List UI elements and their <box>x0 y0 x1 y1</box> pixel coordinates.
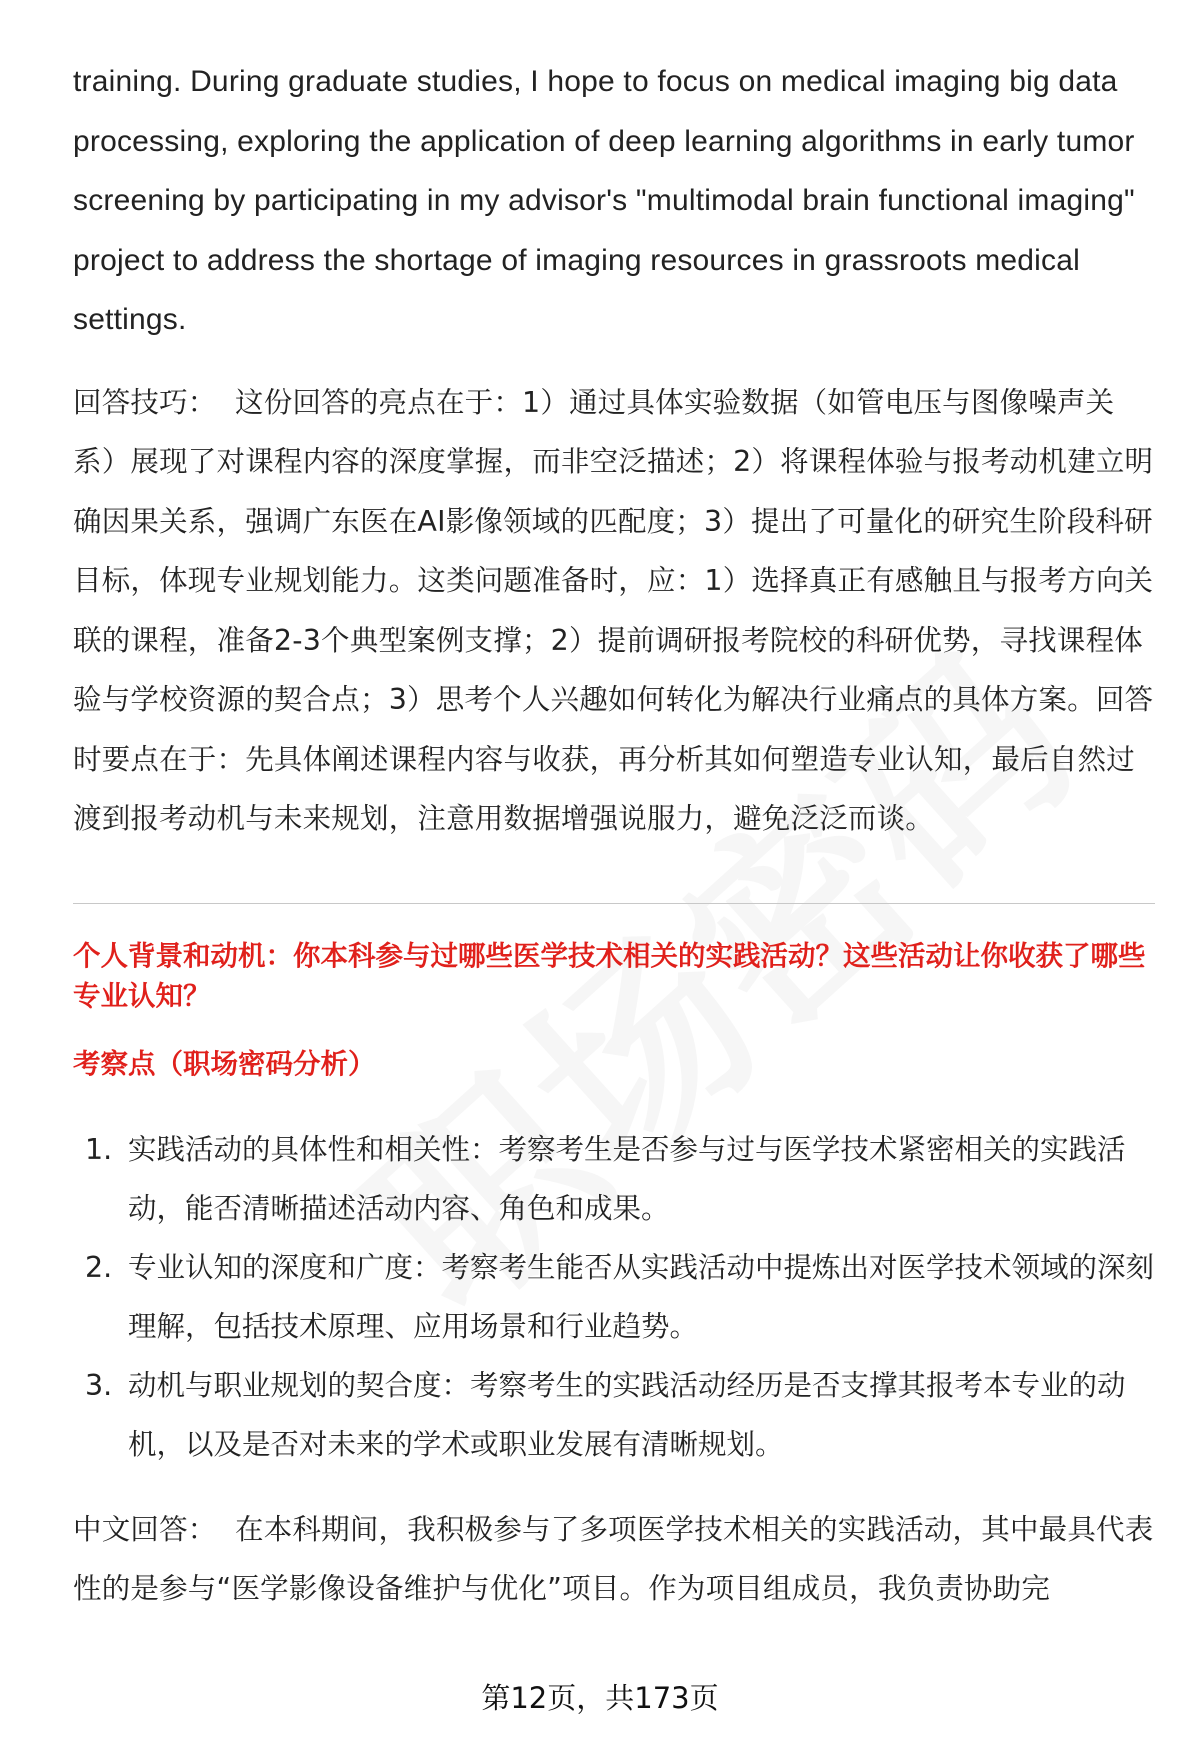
list-item-text: 实践活动的具体性和相关性：考察考生是否参与过与医学技术紧密相关的实践活动，能否清晰描述活动内容、角色和成果。 <box>128 1132 1126 1225</box>
analysis-title: 考察点（职场密码分析） <box>73 1047 376 1080</box>
list-item-text: 专业认知的深度和广度：考察考生能否从实践活动中提炼出对医学技术领域的深刻理解，包括技术原理、应用场景和行业趋势。 <box>128 1250 1155 1343</box>
answer-label: 中文回答： <box>73 1512 217 1546</box>
list-item <box>73 1356 1155 1474</box>
answer-paragraph <box>73 1500 1155 1619</box>
question-title: 个人背景和动机：你本科参与过哪些医学技术相关的实践活动？这些活动让你收获了哪些专业认知？ <box>73 939 1146 1012</box>
answer-text: 在本科期间，我积极参与了多项医学技术相关的实践活动，其中最具代表性的是参与“医学影像设备维护与优化”项目。作为项目组成员，我负责协助完 <box>73 1512 1154 1605</box>
document-page <box>73 52 1155 1619</box>
analysis-points-list <box>73 1120 1155 1474</box>
list-item-number: 1. <box>85 1132 113 1166</box>
list-item <box>73 1120 1155 1238</box>
tips-paragraph <box>73 373 1155 849</box>
list-item-number: 3. <box>85 1368 113 1402</box>
tips-text: 这份回答的亮点在于：1）通过具体实验数据（如管电压与图像噪声关系）展现了对课程内容的深度掌握，而非空泛描述；2）将课程体验与报考动机建立明确因果关系，强调广东医在AI影像领域的匹配度；3）提出了可量化的研究生阶段科研目标，体现专业规划能力。这类问题准备时，应：1）选择真正有感触且与报考方向关联的课程，准备2-3个典型案例支撑；2）提前调研报考院校的科研优势，寻找课程体验与学校资源的契合点；3）思考个人兴趣如何转化为解决行业痛点的具体方案。回答时要点在于：先具体阐述课程内容与收获，再分析其如何塑造专业认知，最后自然过渡到报考动机与未来规划，注意用数据增强说服力，避免泛泛而谈。 <box>73 385 1154 835</box>
tips-label: 回答技巧： <box>73 385 217 419</box>
list-item <box>73 1238 1155 1356</box>
page-footer: 第12页，共173页 <box>481 1681 719 1715</box>
list-item-text: 动机与职业规划的契合度：考察考生的实践活动经历是否支撑其报考本专业的动机，以及是否对未来的学术或职业发展有清晰规划。 <box>128 1368 1126 1461</box>
intro-paragraph: training. During graduate studies, I hope to focus on medical imaging big data processing, exploring the application of deep learning algorithms in early tumor screening by participating in my advisor's "multimodal brain functional imaging" project to address the shortage of imaging resources in grassroots medical settings. <box>73 65 1135 336</box>
section-divider <box>73 903 1155 904</box>
list-item-number: 2. <box>85 1250 113 1284</box>
